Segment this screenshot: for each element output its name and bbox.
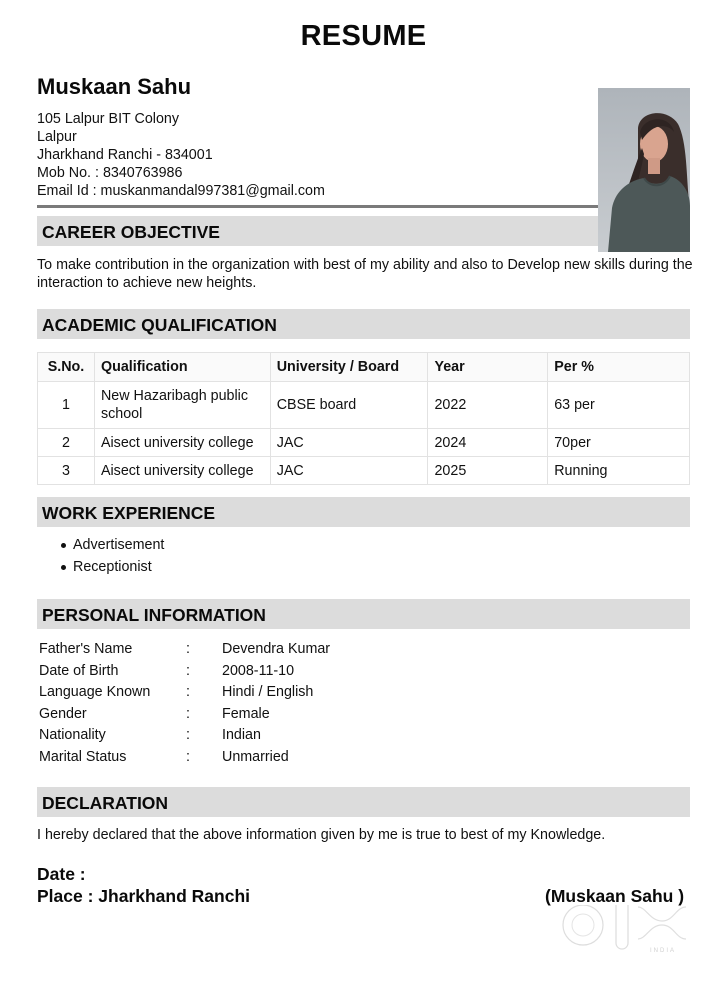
address-line-1: 105 Lalpur BIT Colony — [37, 111, 179, 127]
info-label: Language Known — [39, 684, 151, 701]
section-heading: ACADEMIC QUALIFICATION — [42, 315, 277, 335]
cell-qualification: New Hazaribagh public school — [94, 382, 270, 429]
table-row — [38, 457, 690, 485]
resume-title: RESUME — [300, 20, 427, 52]
work-experience-list — [73, 536, 164, 580]
table-row — [38, 429, 690, 457]
academic-table — [37, 352, 690, 485]
cell-university: CBSE board — [270, 382, 428, 429]
info-value: Female — [222, 705, 270, 722]
info-label: Nationality — [39, 727, 106, 744]
info-separator: : — [186, 662, 190, 679]
place-label: Place : Jharkhand Ranchi — [37, 886, 250, 906]
section-career-objective — [37, 216, 598, 246]
address-line-2: Lalpur — [37, 129, 77, 145]
list-item: Advertisement — [73, 536, 164, 558]
section-personal-information — [37, 599, 690, 629]
info-value: Devendra Kumar — [222, 641, 331, 657]
table-header-row — [38, 353, 690, 382]
column-header-sno: S.No. — [38, 353, 95, 382]
cell-sno: 2 — [38, 429, 95, 457]
header-divider — [37, 205, 598, 208]
date-label: Date : — [37, 864, 86, 884]
cell-qualification: Aisect university college — [94, 457, 270, 485]
address-line-3: Jharkhand Ranchi - 834001 — [37, 147, 213, 163]
career-objective-text: To make contribution in the organization with best of my ability and also to Develop new skills during the interaction to achieve new heights. — [37, 257, 693, 291]
table-row — [38, 382, 690, 429]
olx-watermark — [558, 905, 698, 960]
section-academic-qualification — [37, 309, 690, 339]
mobile-number: Mob No. : 8340763986 — [37, 165, 183, 181]
cell-sno: 1 — [38, 382, 95, 429]
cell-year: 2025 — [428, 457, 548, 485]
info-label: Date of Birth — [39, 662, 119, 679]
info-value: Unmarried — [222, 748, 289, 765]
olx-logo-icon — [558, 905, 698, 960]
cell-university: JAC — [270, 457, 428, 485]
info-label: Father's Name — [39, 641, 133, 657]
signature-name: (Muskaan Sahu ) — [545, 886, 685, 906]
column-header-percentage: Per % — [548, 353, 690, 382]
section-heading: DECLARATION — [42, 793, 169, 813]
list-item: Receptionist — [73, 558, 164, 580]
section-heading: WORK EXPERIENCE — [42, 503, 216, 523]
profile-photo — [598, 88, 690, 252]
section-declaration — [37, 787, 690, 817]
cell-percentage: Running — [548, 457, 690, 485]
section-heading: CAREER OBJECTIVE — [42, 222, 220, 242]
cell-year: 2022 — [428, 382, 548, 429]
cell-percentage: 63 per — [548, 382, 690, 429]
svg-text:INDIA: INDIA — [650, 948, 677, 954]
email-address: Email Id : muskanmandal997381@gmail.com — [37, 183, 325, 199]
cell-university: JAC — [270, 429, 428, 457]
info-separator: : — [186, 641, 190, 657]
info-label: Gender — [39, 705, 87, 722]
declaration-text: I hereby declared that the above information given by me is true to best of my Knowledge. — [37, 827, 606, 843]
column-header-year: Year — [428, 353, 548, 382]
info-separator: : — [186, 727, 190, 744]
info-separator: : — [186, 684, 190, 701]
cell-year: 2024 — [428, 429, 548, 457]
info-label: Marital Status — [39, 748, 127, 765]
person-photo-icon — [598, 88, 690, 252]
info-value: 2008-11-10 — [222, 662, 295, 679]
section-heading: PERSONAL INFORMATION — [42, 605, 266, 625]
cell-percentage: 70per — [548, 429, 690, 457]
cell-sno: 3 — [38, 457, 95, 485]
info-value: Hindi / English — [222, 684, 314, 701]
info-separator: : — [186, 748, 190, 765]
info-separator: : — [186, 705, 190, 722]
contact-block — [37, 110, 325, 200]
info-value: Indian — [222, 727, 261, 744]
section-work-experience — [37, 497, 690, 527]
cell-qualification: Aisect university college — [94, 429, 270, 457]
candidate-name: Muskaan Sahu — [37, 74, 192, 99]
column-header-university: University / Board — [270, 353, 428, 382]
column-header-qualification: Qualification — [94, 353, 270, 382]
